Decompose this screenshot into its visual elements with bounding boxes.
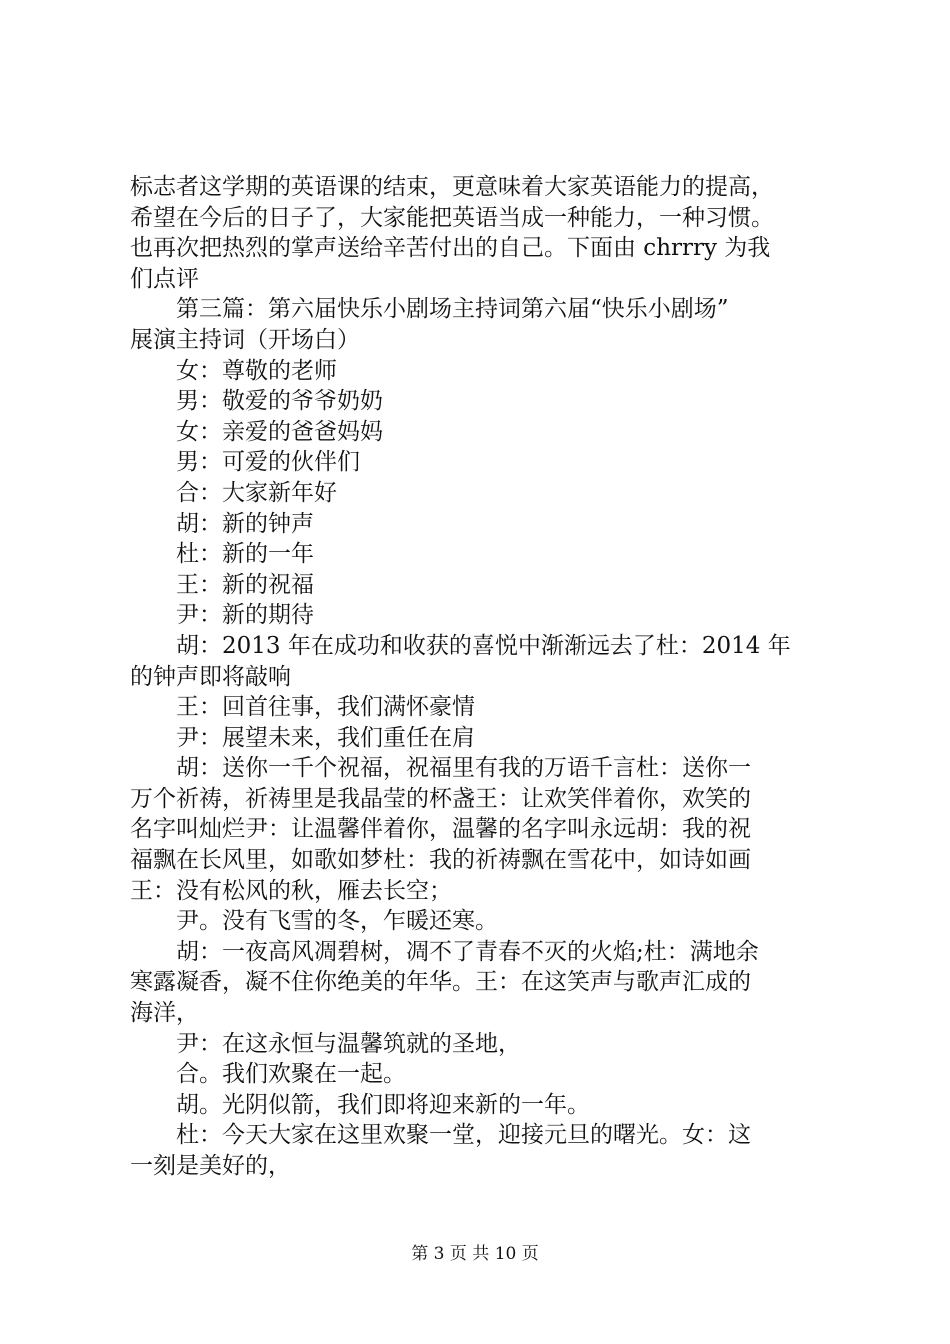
text-line: 胡。光阴似箭，我们即将迎来新的一年。 — [176, 1091, 590, 1118]
text-line: 名字叫灿烂尹：让温馨伴着你，温馨的名字叫永远胡：我的祝 — [130, 816, 751, 843]
text-line: 尹：新的期待 — [176, 602, 314, 629]
text-line: 福飘在长风里，如歌如梦杜：我的祈祷飘在雪花中，如诗如画 — [130, 847, 751, 874]
text-line: 的钟声即将敲响 — [130, 663, 291, 690]
text-line: 王：回首往事，我们满怀豪情 — [176, 694, 475, 721]
text-line: 合：大家新年好 — [176, 479, 337, 506]
text-line: 尹：在这永恒与温馨筑就的圣地， — [176, 1030, 521, 1057]
text-line: 标志者这学期的英语课的结束，更意味着大家英语能力的提高， — [130, 174, 774, 200]
page-footer: 第 3 页 共 10 页 — [411, 1244, 539, 1264]
text-line: 们点评 — [130, 265, 199, 292]
text-line: 女：尊敬的老师 — [176, 357, 337, 384]
text-line: 希望在今后的日子了，大家能把英语当成一种能力，一种习惯。 — [130, 204, 774, 231]
text-line: 胡：一夜高风凋碧树，凋不了青春不灭的火焰;杜：满地余 — [176, 938, 759, 965]
text-line: 万个祈祷，祈祷里是我晶莹的杯盏王：让欢笑伴着你，欢笑的 — [130, 785, 751, 812]
text-line: 杜：今天大家在这里欢聚一堂，迎接元旦的曙光。女：这 — [176, 1122, 751, 1149]
text-line: 第三篇：第六届快乐小剧场主持词第六届“快乐小剧场” — [176, 296, 729, 323]
text-line: 展演主持词（开场白） — [130, 326, 360, 353]
text-line: 女：亲爱的爸爸妈妈 — [176, 418, 383, 445]
text-line: 尹：展望未来，我们重任在肩 — [176, 724, 475, 751]
text-line: 胡：送你一千个祝福，祝福里有我的万语千言杜：送你一 — [176, 755, 751, 782]
text-line: 胡：新的钟声 — [176, 510, 314, 537]
text-line: 寒露凝香，凝不住你绝美的年华。王：在这笑声与歌声汇成的 — [130, 969, 751, 996]
text-line: 王：没有松风的秋，雁去长空； — [130, 877, 452, 904]
text-line: 合。我们欢聚在一起。 — [176, 1061, 406, 1088]
text-line: 胡：2013 年在成功和收获的喜悦中渐渐远去了杜：2014 年 — [176, 632, 791, 659]
document-body — [130, 172, 830, 1182]
text-line: 海洋， — [130, 1000, 199, 1027]
text-line: 杜：新的一年 — [176, 541, 314, 568]
text-line: 尹。没有飞雪的冬，乍暖还寒。 — [176, 908, 498, 935]
text-line: 男：可爱的伙伴们 — [176, 449, 360, 476]
text-line: 王：新的祝福 — [176, 571, 314, 598]
text-line: 男：敬爱的爷爷奶奶 — [176, 388, 383, 415]
text-line: 一刻是美好的， — [130, 1153, 291, 1179]
text-line: 也再次把热烈的掌声送给辛苦付出的自己。下面由 chrrry 为我 — [130, 235, 771, 262]
